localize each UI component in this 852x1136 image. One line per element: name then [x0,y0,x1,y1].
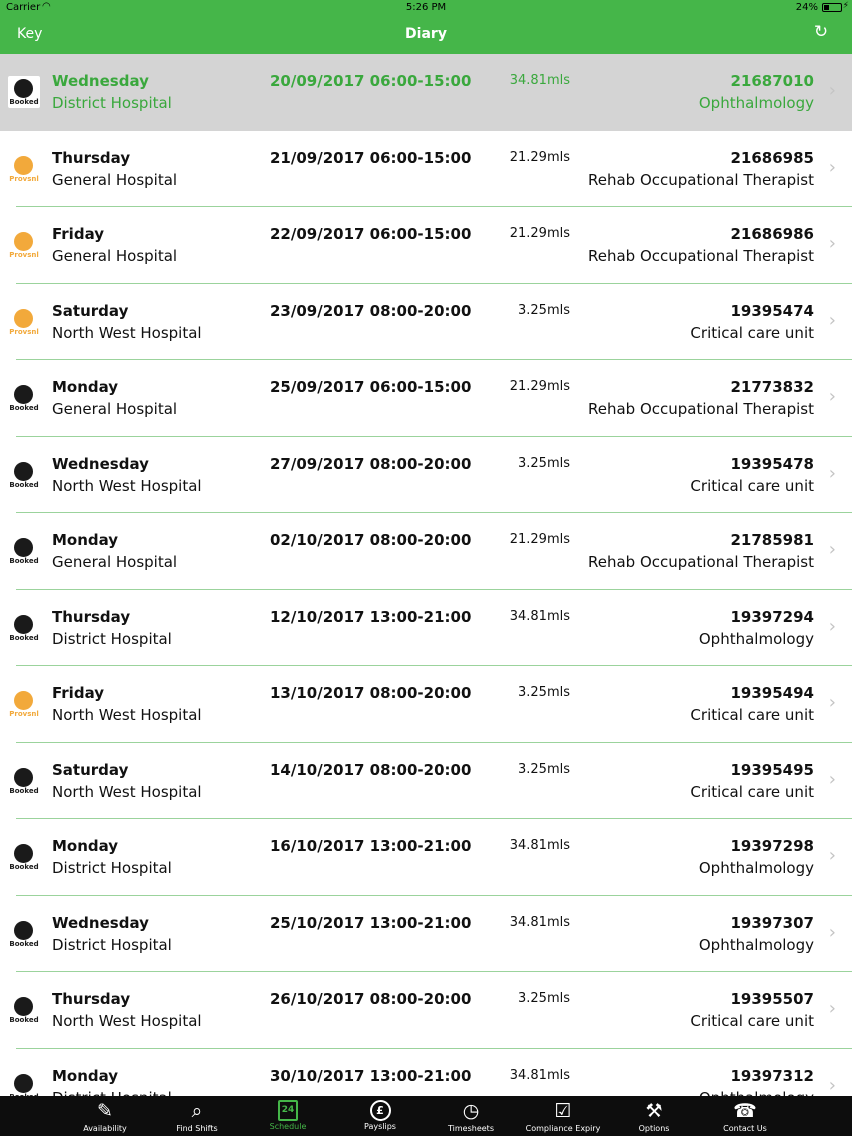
wifi-icon: ◠ [42,1,51,12]
shift-reference: 21785981 [730,531,814,549]
navigation-bar [0,16,852,54]
status-badge [8,765,40,797]
shift-distance: 3.25mls [518,302,570,318]
shift-day: Friday [52,225,105,243]
status-label: Provsnl [9,327,39,336]
shift-list[interactable] [0,54,852,1096]
status-label: Booked [9,633,39,642]
chevron-right-icon: › [828,998,836,1019]
booked-dot-icon [14,844,33,863]
shift-datetime: 14/10/2017 08:00-20:00 [270,760,472,779]
tab-contact-us[interactable] [699,1096,791,1136]
battery-icon [822,3,842,12]
chevron-right-icon: › [828,1074,836,1096]
shift-department: Rehab Occupational Therapist [588,170,814,189]
shift-datetime: 23/09/2017 08:00-20:00 [270,301,472,320]
shift-datetime: 25/09/2017 06:00-15:00 [270,378,472,396]
tab-timesheets[interactable] [425,1096,517,1136]
tab-payslips[interactable] [334,1096,426,1136]
chevron-right-icon: › [828,921,836,943]
pound-coin-icon: £ [370,1100,391,1121]
shift-reference: 21686985 [730,148,814,167]
status-label: Provsnl [9,710,39,718]
shift-hospital: District Hospital [52,629,172,648]
shift-row[interactable] [0,513,852,590]
tab-label: Schedule [269,1122,307,1131]
shift-datetime: 22/09/2017 06:00-15:00 [270,225,472,243]
status-badge [8,229,40,261]
shift-reference: 19397298 [730,837,814,855]
status-label: Booked [9,480,39,489]
shift-day: Wednesday [52,454,149,473]
shift-department: Ophthalmology [698,629,814,648]
status-time: 5:26 PM [405,2,447,13]
shift-hospital: District Hospital [52,94,172,112]
shift-reference: 21687010 [730,72,814,90]
phone-icon: ☎ [733,1100,757,1122]
chevron-right-icon: › [828,615,836,637]
tab-label: Timesheets [448,1124,494,1133]
status-label: Booked [9,1016,39,1024]
status-label: Provsnl [9,251,39,259]
status-label: Booked [9,939,39,948]
shift-distance: 34.81mls [509,73,570,88]
chevron-right-icon: › [828,462,836,484]
shift-row[interactable] [0,54,852,131]
provisional-dot-icon [14,156,33,175]
chevron-right-icon: › [828,692,836,713]
shift-day: Saturday [52,760,129,779]
chevron-right-icon: › [828,233,836,254]
booked-dot-icon [14,462,33,481]
chevron-right-icon: › [828,845,836,866]
shift-reference: 19395494 [730,684,814,702]
shift-day: Thursday [52,148,131,167]
status-badge [8,76,40,108]
refresh-icon[interactable]: ↻ [813,22,829,42]
shift-distance: 21.29mls [509,226,570,241]
chevron-right-icon: › [828,309,836,331]
tab-find-shifts[interactable] [151,1096,243,1136]
status-bar [0,0,852,16]
charging-icon: ⚡ [842,1,849,11]
shift-reference: 19395495 [730,760,814,779]
booked-dot-icon [14,921,33,940]
shift-department: Ophthalmology [698,94,814,112]
shift-hospital: District Hospital [52,935,172,954]
shift-reference: 19395507 [730,990,814,1008]
status-badge [8,306,40,338]
tab-label: Find Shifts [176,1124,218,1133]
shift-row[interactable] [0,207,852,284]
shift-department: Critical care unit [690,706,814,724]
status-label: Booked [9,98,39,106]
shift-row[interactable] [0,590,852,667]
shift-day: Wednesday [52,913,149,932]
shift-row[interactable] [0,743,852,820]
shift-day: Saturday [52,301,129,320]
shift-reference: 19395474 [730,301,814,320]
shift-department: Rehab Occupational Therapist [588,247,814,265]
tab-label: Options [638,1124,670,1133]
shift-department: Critical care unit [690,476,814,495]
shift-row[interactable] [0,131,852,208]
booked-dot-icon [14,79,33,98]
shift-day: Monday [52,531,119,549]
shift-reference: 19397307 [730,913,814,932]
pen-icon: ✎ [97,1100,113,1122]
shift-datetime: 20/09/2017 06:00-15:00 [270,72,472,90]
shift-row[interactable] [0,972,852,1049]
shift-hospital: North West Hospital [52,1012,202,1030]
booked-dot-icon [14,615,33,634]
provisional-dot-icon [14,309,33,328]
shift-datetime: 27/09/2017 08:00-20:00 [270,454,472,473]
chevron-right-icon: › [828,386,836,407]
search-shifts-icon: ⌕ [191,1100,203,1122]
status-badge [8,612,40,644]
status-badge [8,382,40,414]
shift-department: Critical care unit [690,1012,814,1030]
key-button[interactable]: Key [17,26,43,42]
provisional-dot-icon [14,232,33,251]
shift-distance: 34.81mls [509,838,570,853]
booked-dot-icon [14,538,33,557]
calendar-icon: 24 [278,1100,298,1121]
shift-row[interactable] [0,284,852,361]
checkbox-icon: ☑ [554,1100,572,1122]
shift-department: Rehab Occupational Therapist [588,400,814,418]
shift-hospital: General Hospital [52,247,178,265]
tab-label: Compliance Expiry [525,1124,601,1133]
booked-dot-icon [14,1074,33,1093]
chevron-right-icon: › [828,539,836,560]
shift-distance: 3.25mls [518,685,570,700]
shift-department: Ophthalmology [698,859,814,877]
status-label: Booked [9,786,39,795]
tab-label: Contact Us [723,1124,767,1133]
shift-department: Critical care unit [690,782,814,801]
shift-row[interactable] [0,360,852,437]
shift-reference: 19395478 [730,454,814,473]
shift-hospital: North West Hospital [52,706,202,724]
page-title: Diary [405,26,447,42]
shift-datetime: 26/10/2017 08:00-20:00 [270,990,472,1008]
shift-day: Monday [52,837,119,855]
carrier-label: Carrier [6,2,41,13]
status-badge [8,918,40,950]
tab-schedule[interactable] [242,1096,334,1136]
status-label: Booked [9,557,39,565]
shift-datetime: 16/10/2017 13:00-21:00 [270,837,472,855]
status-label: Booked [9,863,39,871]
shift-hospital: General Hospital [52,400,178,418]
tab-label: Payslips [364,1122,396,1131]
booked-dot-icon [14,997,33,1016]
shift-distance: 3.25mls [518,761,570,777]
shift-distance: 3.25mls [518,455,570,471]
shift-department: Rehab Occupational Therapist [588,553,814,571]
shift-distance: 21.29mls [509,532,570,547]
shift-hospital: General Hospital [52,170,178,189]
shift-hospital: North West Hospital [52,476,202,495]
shift-row[interactable] [0,819,852,896]
shift-day: Thursday [52,990,131,1008]
chevron-right-icon: › [828,156,836,178]
shift-reference: 21686986 [730,225,814,243]
tab-compliance-expiry[interactable] [517,1096,609,1136]
shift-reference: 19397294 [730,607,814,626]
clock-icon: ◷ [462,1100,480,1122]
shift-row[interactable] [0,437,852,514]
tab-options[interactable] [608,1096,700,1136]
tools-icon: ⚒ [645,1100,663,1122]
chevron-right-icon: › [828,80,836,101]
shift-department: Ophthalmology [698,935,814,954]
shift-distance: 34.81mls [509,1067,570,1083]
shift-distance: 21.29mls [509,149,570,165]
status-label: Provsnl [9,174,39,183]
shift-hospital: North West Hospital [52,323,202,342]
tab-label: Availability [83,1124,127,1133]
shift-distance: 21.29mls [509,379,570,394]
status-badge [8,153,40,185]
chevron-right-icon: › [828,768,836,790]
shift-hospital: District Hospital [52,859,172,877]
status-badge [8,841,40,873]
shift-distance: 34.81mls [509,608,570,624]
tab-bar [0,1096,852,1136]
status-badge [8,535,40,567]
shift-day: Monday [52,378,119,396]
shift-row[interactable] [0,896,852,973]
shift-distance: 34.81mls [509,914,570,930]
shift-reference: 19397312 [730,1066,814,1085]
shift-datetime: 12/10/2017 13:00-21:00 [270,607,472,626]
shift-datetime: 13/10/2017 08:00-20:00 [270,684,472,702]
shift-department: Critical care unit [690,323,814,342]
shift-hospital: General Hospital [52,553,178,571]
shift-day: Thursday [52,607,131,626]
booked-dot-icon [14,385,33,404]
provisional-dot-icon [14,691,33,710]
battery-percent: 24% [795,2,818,13]
tab-availability[interactable] [59,1096,151,1136]
shift-hospital: North West Hospital [52,782,202,801]
shift-datetime: 02/10/2017 08:00-20:00 [270,531,472,549]
status-label: Booked [9,404,39,412]
shift-day: Wednesday [52,72,149,90]
booked-dot-icon [14,768,33,787]
shift-datetime: 30/10/2017 13:00-21:00 [270,1066,472,1085]
shift-day: Monday [52,1066,119,1085]
status-badge [8,994,40,1026]
shift-distance: 3.25mls [518,991,570,1006]
shift-day: Friday [52,684,105,702]
shift-row[interactable] [0,666,852,743]
status-badge [8,688,40,720]
status-badge [8,459,40,491]
shift-reference: 21773832 [730,378,814,396]
shift-datetime: 25/10/2017 13:00-21:00 [270,913,472,932]
shift-datetime: 21/09/2017 06:00-15:00 [270,148,472,167]
